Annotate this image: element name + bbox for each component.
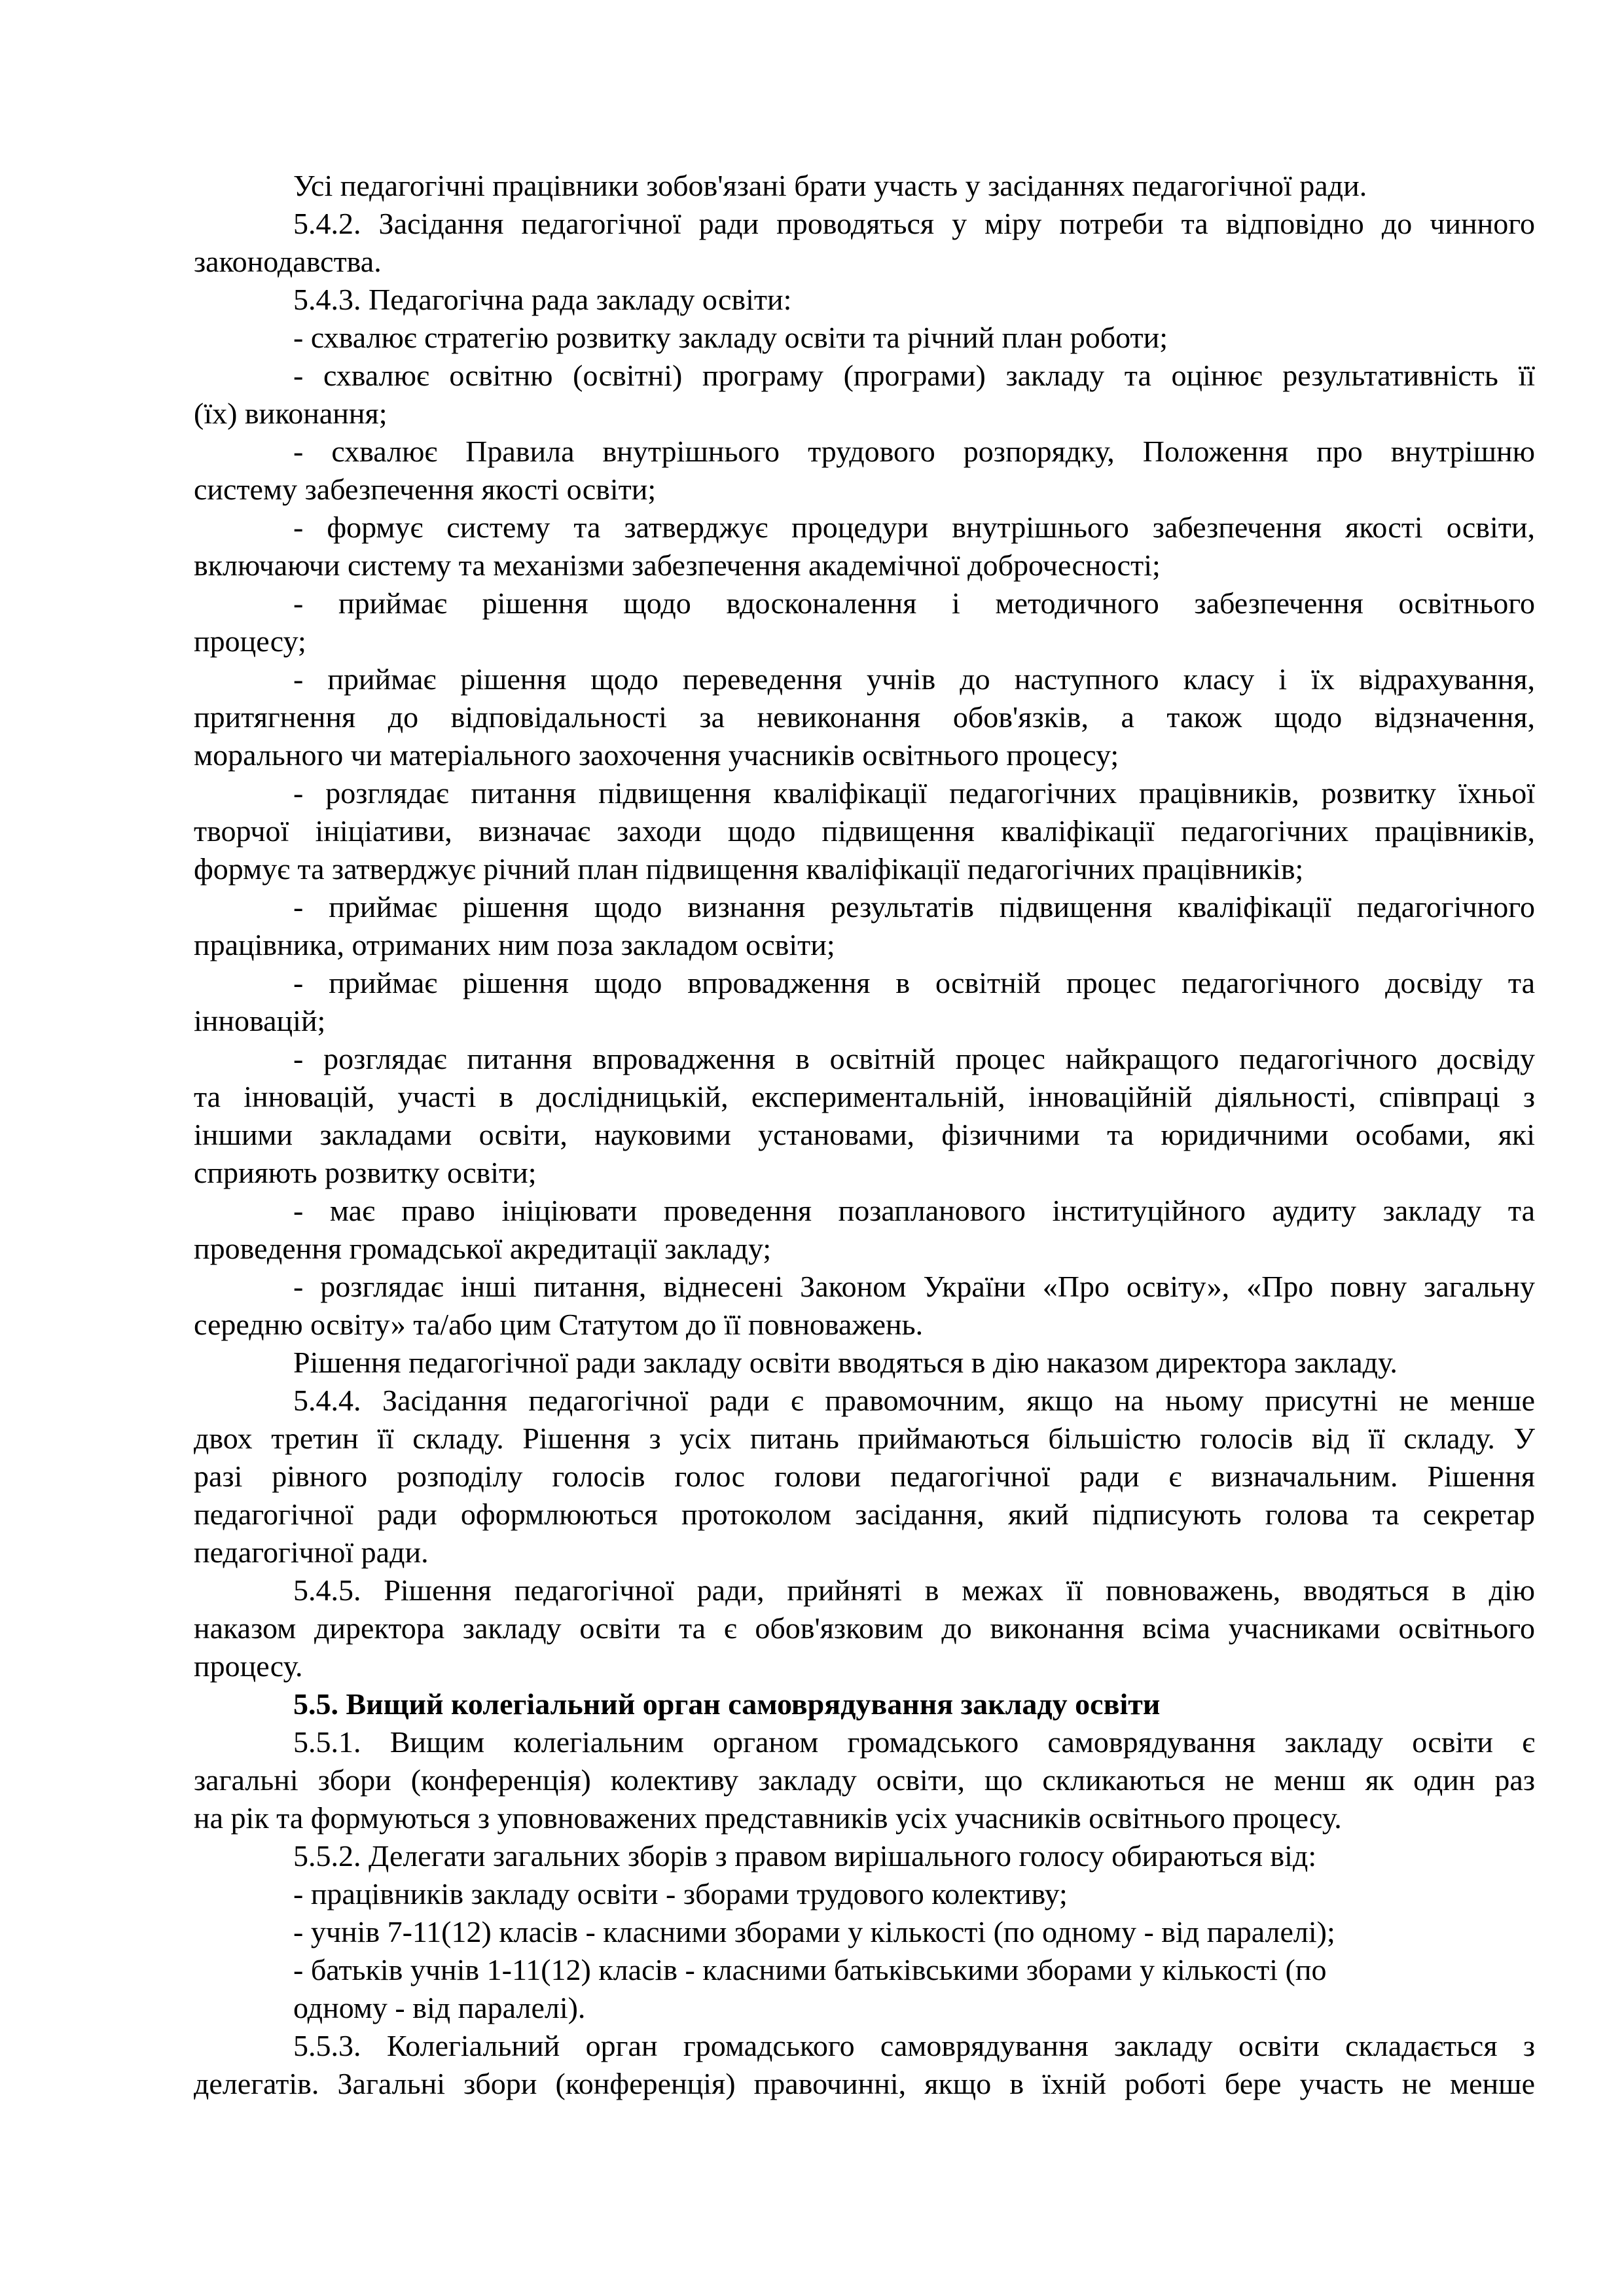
text-line: систему забезпечення якості освіти; — [194, 473, 657, 506]
text-line: - приймає рішення щодо вдосконалення і методичного забезпечення освітнього — [293, 586, 1535, 620]
paragraph-14 — [194, 1192, 1535, 1268]
text-line: іншими закладами освіти, науковими установами, фізичними та юридичними особами, які — [194, 1118, 1535, 1151]
document-text-block — [194, 167, 1535, 2103]
paragraph-3 — [194, 281, 1535, 319]
paragraph-11 — [194, 888, 1535, 964]
paragraph-22 — [194, 1875, 1535, 1913]
paragraph-10 — [194, 774, 1535, 888]
text-line: педагогічної ради оформлюються протоколом засідання, який підписують голова та секретар — [194, 1498, 1535, 1531]
paragraph-7 — [194, 509, 1535, 584]
paragraph-6 — [194, 433, 1535, 509]
paragraph-19 — [194, 1685, 1535, 1723]
text-line: 5.5.2. Делегати загальних зборів з правом вирішального голосу обираються від: — [293, 1839, 1317, 1873]
paragraph-15 — [194, 1268, 1535, 1344]
text-line: Рішення педагогічної ради закладу освіти вводяться в дію наказом директора закладу. — [293, 1346, 1398, 1379]
text-line: Усі педагогічні працівники зобов'язані брати участь у засіданнях педагогічної ради. — [293, 169, 1367, 202]
text-line: - приймає рішення щодо переведення учнів до наступного класу і їх відрахування, — [293, 662, 1535, 696]
text-line: інновацій; — [194, 1004, 326, 1037]
paragraph-12 — [194, 964, 1535, 1040]
text-line: педагогічної ради. — [194, 1535, 429, 1569]
text-line: сприяють розвитку освіти; — [194, 1156, 537, 1189]
text-line: 5.4.3. Педагогічна рада закладу освіти: — [293, 283, 792, 316]
paragraph-2 — [194, 205, 1535, 281]
text-line: наказом директора закладу освіти та є обов'язковим до виконання всіма учасниками освітнього — [194, 1611, 1535, 1645]
paragraph-23 — [194, 1913, 1535, 1951]
text-line: - батьків учнів 1-11(12) класів - класними батьківськими зборами у кількості (по — [293, 1953, 1327, 1986]
text-line: на рік та формуються з уповноважених представників усіх учасників освітнього процесу. — [194, 1801, 1342, 1835]
paragraph-18 — [194, 1571, 1535, 1685]
text-line: процесу. — [194, 1649, 303, 1683]
text-line: притягнення до відповідальності за невиконання обов'язків, а також щодо відзначення, — [194, 700, 1535, 734]
paragraph-25 — [194, 2027, 1535, 2103]
paragraph-17 — [194, 1382, 1535, 1571]
text-line: - розглядає інші питання, віднесені Законом України «Про освіту», «Про повну загальну — [293, 1270, 1535, 1303]
text-line: загальні збори (конференція) колективу закладу освіти, що скликаються не менш як один раз — [194, 1763, 1535, 1797]
paragraph-5 — [194, 357, 1535, 433]
paragraph-16 — [194, 1344, 1535, 1382]
paragraph-20 — [194, 1723, 1535, 1837]
paragraph-9 — [194, 660, 1535, 774]
text-line: проведення громадської акредитації закладу; — [194, 1232, 772, 1265]
text-line: 5.5.1. Вищим колегіальним органом громадського самоврядування закладу освіти є — [293, 1725, 1535, 1759]
text-line: творчої ініціативи, визначає заходи щодо підвищення кваліфікації педагогічних працівників, — [194, 814, 1535, 848]
paragraph-8 — [194, 584, 1535, 660]
text-line: середню освіту» та/або цим Статутом до її повноважень. — [194, 1308, 924, 1341]
section-heading-line: 5.5. Вищий колегіальний орган самоврядування закладу освіти — [293, 1687, 1161, 1721]
text-line: 5.4.4. Засідання педагогічної ради є правомочним, якщо на ньому присутні не менше — [293, 1384, 1535, 1417]
text-line: законодавства. — [194, 245, 382, 278]
paragraph-13 — [194, 1040, 1535, 1192]
text-line: - розглядає питання підвищення кваліфікації педагогічних працівників, розвитку їхньої — [293, 776, 1535, 810]
text-line: процесу; — [194, 624, 306, 658]
text-line: - схвалює освітню (освітні) програму (програми) закладу та оцінює результативність її — [293, 359, 1535, 392]
text-line: двох третин її складу. Рішення з усіх питань приймаються більшістю голосів від її складу. У — [194, 1422, 1535, 1455]
text-line: делегатів. Загальні збори (конференція) правочинні, якщо в їхній роботі бере участь не менше — [194, 2067, 1535, 2100]
text-line: - має право ініціювати проведення позапланового інституційного аудиту закладу та — [293, 1194, 1535, 1227]
text-line: та інновацій, участі в дослідницькій, експериментальній, інноваційній діяльності, співпраці з — [194, 1080, 1535, 1113]
text-line: формує та затверджує річний план підвищення кваліфікації педагогічних працівників; — [194, 852, 1304, 886]
text-line: - розглядає питання впровадження в освітній процес найкращого педагогічного досвіду — [293, 1042, 1535, 1075]
text-line: - формує систему та затверджує процедури внутрішнього забезпечення якості освіти, — [293, 511, 1535, 544]
text-line: - працівників закладу освіти - зборами трудового колективу; — [293, 1877, 1068, 1910]
text-line: - приймає рішення щодо впровадження в освітній процес педагогічного досвіду та — [293, 966, 1535, 999]
text-line: - учнів 7-11(12) класів - класними зборами у кількості (по одному - від паралелі); — [293, 1915, 1335, 1948]
text-line: (їх) виконання; — [194, 397, 388, 430]
text-line: 5.5.3. Колегіальний орган громадського самоврядування закладу освіти складається з — [293, 2029, 1535, 2062]
text-line: включаючи систему та механізми забезпечення академічної доброчесності; — [194, 548, 1161, 582]
text-line: - схвалює Правила внутрішнього трудового розпорядку, Положення про внутрішню — [293, 435, 1535, 468]
text-line: працівника, отриманих ним поза закладом освіти; — [194, 928, 835, 961]
paragraph-4 — [194, 319, 1535, 357]
paragraph-24 — [194, 1951, 1535, 2027]
text-line: морального чи матеріального заохочення учасників освітнього процесу; — [194, 738, 1119, 772]
text-line: 5.4.2. Засідання педагогічної ради проводяться у міру потреби та відповідно до чинного — [293, 207, 1535, 240]
paragraph-21 — [194, 1837, 1535, 1875]
text-line: - приймає рішення щодо визнання результатів підвищення кваліфікації педагогічного — [293, 890, 1535, 924]
text-line: - схвалює стратегію розвитку закладу освіти та річний план роботи; — [293, 321, 1168, 354]
paragraph-1 — [194, 167, 1535, 205]
text-line: одному - від паралелі). — [293, 1991, 586, 2024]
text-line: 5.4.5. Рішення педагогічної ради, прийняті в межах її повноважень, вводяться в дію — [293, 1573, 1535, 1607]
text-line: разі рівного розподілу голосів голос голови педагогічної ради є визначальним. Рішення — [194, 1460, 1535, 1493]
